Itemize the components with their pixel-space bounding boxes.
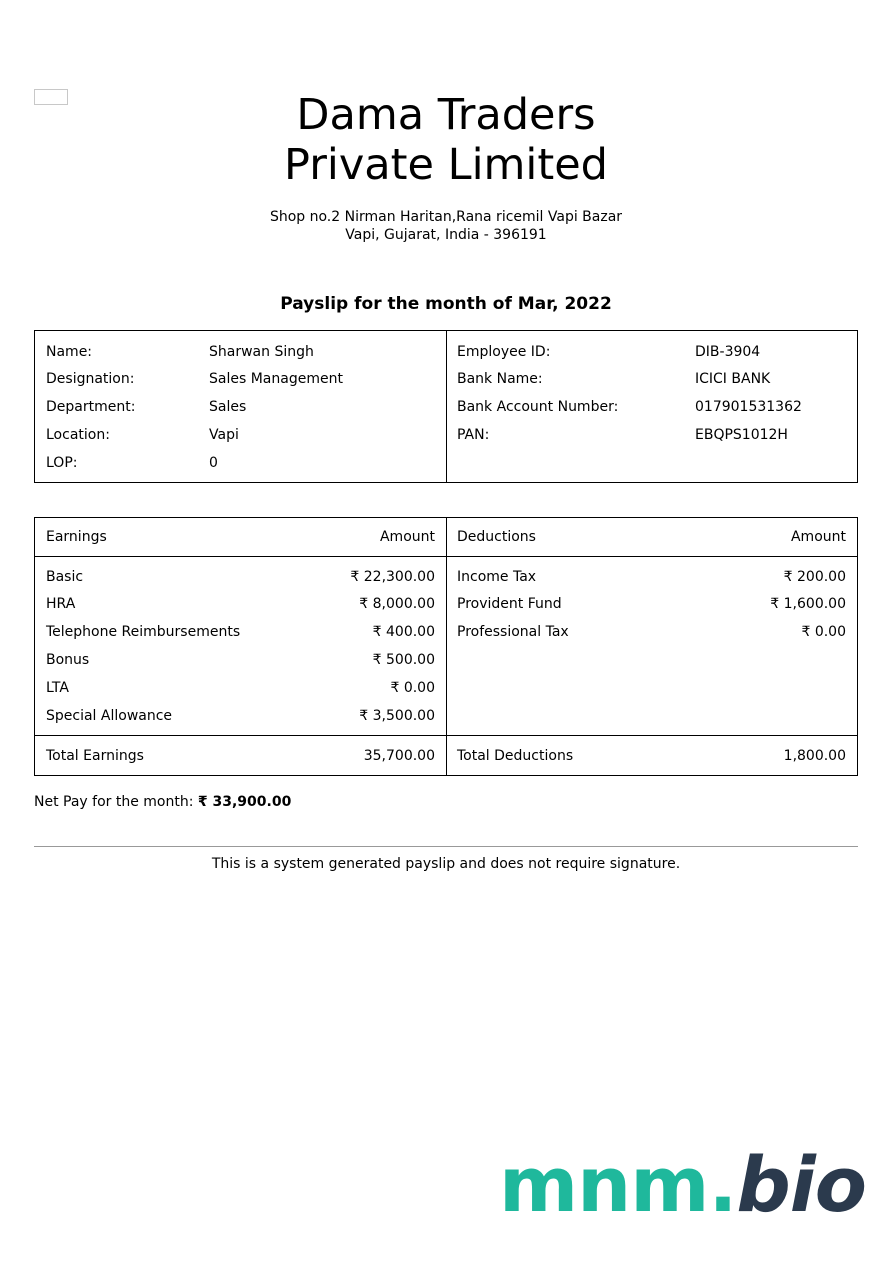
earning-amount: ₹ 0.00 <box>390 680 435 696</box>
earning-label: Bonus <box>46 652 90 668</box>
deduction-label: Income Tax <box>457 569 537 585</box>
address-line2: Vapi, Gujarat, India - 396191 <box>345 227 547 243</box>
salary-table <box>34 517 858 776</box>
employee-id-value: DIB-3904 <box>695 344 761 360</box>
earning-amount: ₹ 3,500.00 <box>359 708 435 724</box>
earning-label: Basic <box>46 569 84 585</box>
bank-name-value: ICICI BANK <box>695 371 771 387</box>
earning-label: LTA <box>46 680 69 696</box>
total-earnings-label: Total Earnings <box>46 748 144 764</box>
earning-amount: ₹ 500.00 <box>372 652 435 668</box>
company-address <box>0 208 892 244</box>
deduction-label: Professional Tax <box>457 624 569 640</box>
bank-name-label: Bank Name: <box>457 371 543 387</box>
company-name-line2: Private Limited <box>284 140 608 190</box>
net-pay <box>34 793 291 811</box>
pan-value: EBQPS1012H <box>695 427 788 443</box>
net-pay-label: Net Pay for the month: <box>34 794 194 810</box>
company-name-line1: Dama Traders <box>296 90 596 140</box>
net-pay-amount: ₹ 33,900.00 <box>197 794 292 810</box>
lop-label: LOP: <box>46 455 78 471</box>
watermark-part1: mnm. <box>498 1140 737 1229</box>
earning-amount: ₹ 8,000.00 <box>359 596 435 612</box>
earning-amount: ₹ 22,300.00 <box>350 569 435 585</box>
department-label: Department: <box>46 399 136 415</box>
designation-value: Sales Management <box>209 371 343 387</box>
bank-account-value: 017901531362 <box>695 399 802 415</box>
total-deductions-label: Total Deductions <box>457 748 574 764</box>
bank-account-label: Bank Account Number: <box>457 399 619 415</box>
earning-amount: ₹ 400.00 <box>372 624 435 640</box>
deductions-header: Deductions <box>457 529 536 545</box>
footer-note: This is a system generated payslip and does not require signature. <box>211 856 681 872</box>
footer-divider <box>34 846 858 847</box>
employee-name-value: Sharwan Singh <box>209 344 314 360</box>
payslip-title: Payslip for the month of Mar, 2022 <box>280 294 612 314</box>
earnings-amount-header: Amount <box>379 529 435 545</box>
salary-table-total-divider <box>35 735 857 736</box>
address-line1: Shop no.2 Nirman Haritan,Rana ricemil Vapi Bazar <box>269 209 623 225</box>
employee-name-label: Name: <box>46 344 93 360</box>
department-value: Sales <box>209 399 247 415</box>
earning-label: Special Allowance <box>46 708 173 724</box>
designation-label: Designation: <box>46 371 135 387</box>
deduction-amount: ₹ 0.00 <box>801 624 846 640</box>
deduction-label: Provident Fund <box>457 596 562 612</box>
location-value: Vapi <box>209 427 239 443</box>
deduction-amount: ₹ 200.00 <box>783 569 846 585</box>
lop-value: 0 <box>209 455 218 471</box>
mnm-bio-watermark <box>499 1140 866 1230</box>
employee-details-box <box>34 330 858 483</box>
deductions-amount-header: Amount <box>790 529 846 545</box>
earning-label: HRA <box>46 596 76 612</box>
total-deductions-amount: 1,800.00 <box>783 748 846 764</box>
deduction-amount: ₹ 1,600.00 <box>770 596 846 612</box>
watermark-part2: bio <box>736 1140 866 1229</box>
employee-details-divider <box>446 331 447 482</box>
pan-label: PAN: <box>457 427 490 443</box>
company-name <box>0 90 892 190</box>
total-earnings-amount: 35,700.00 <box>363 748 435 764</box>
employee-id-label: Employee ID: <box>457 344 551 360</box>
location-label: Location: <box>46 427 110 443</box>
earning-label: Telephone Reimbursements <box>46 624 241 640</box>
salary-table-header-divider <box>35 556 857 557</box>
earnings-header: Earnings <box>46 529 107 545</box>
